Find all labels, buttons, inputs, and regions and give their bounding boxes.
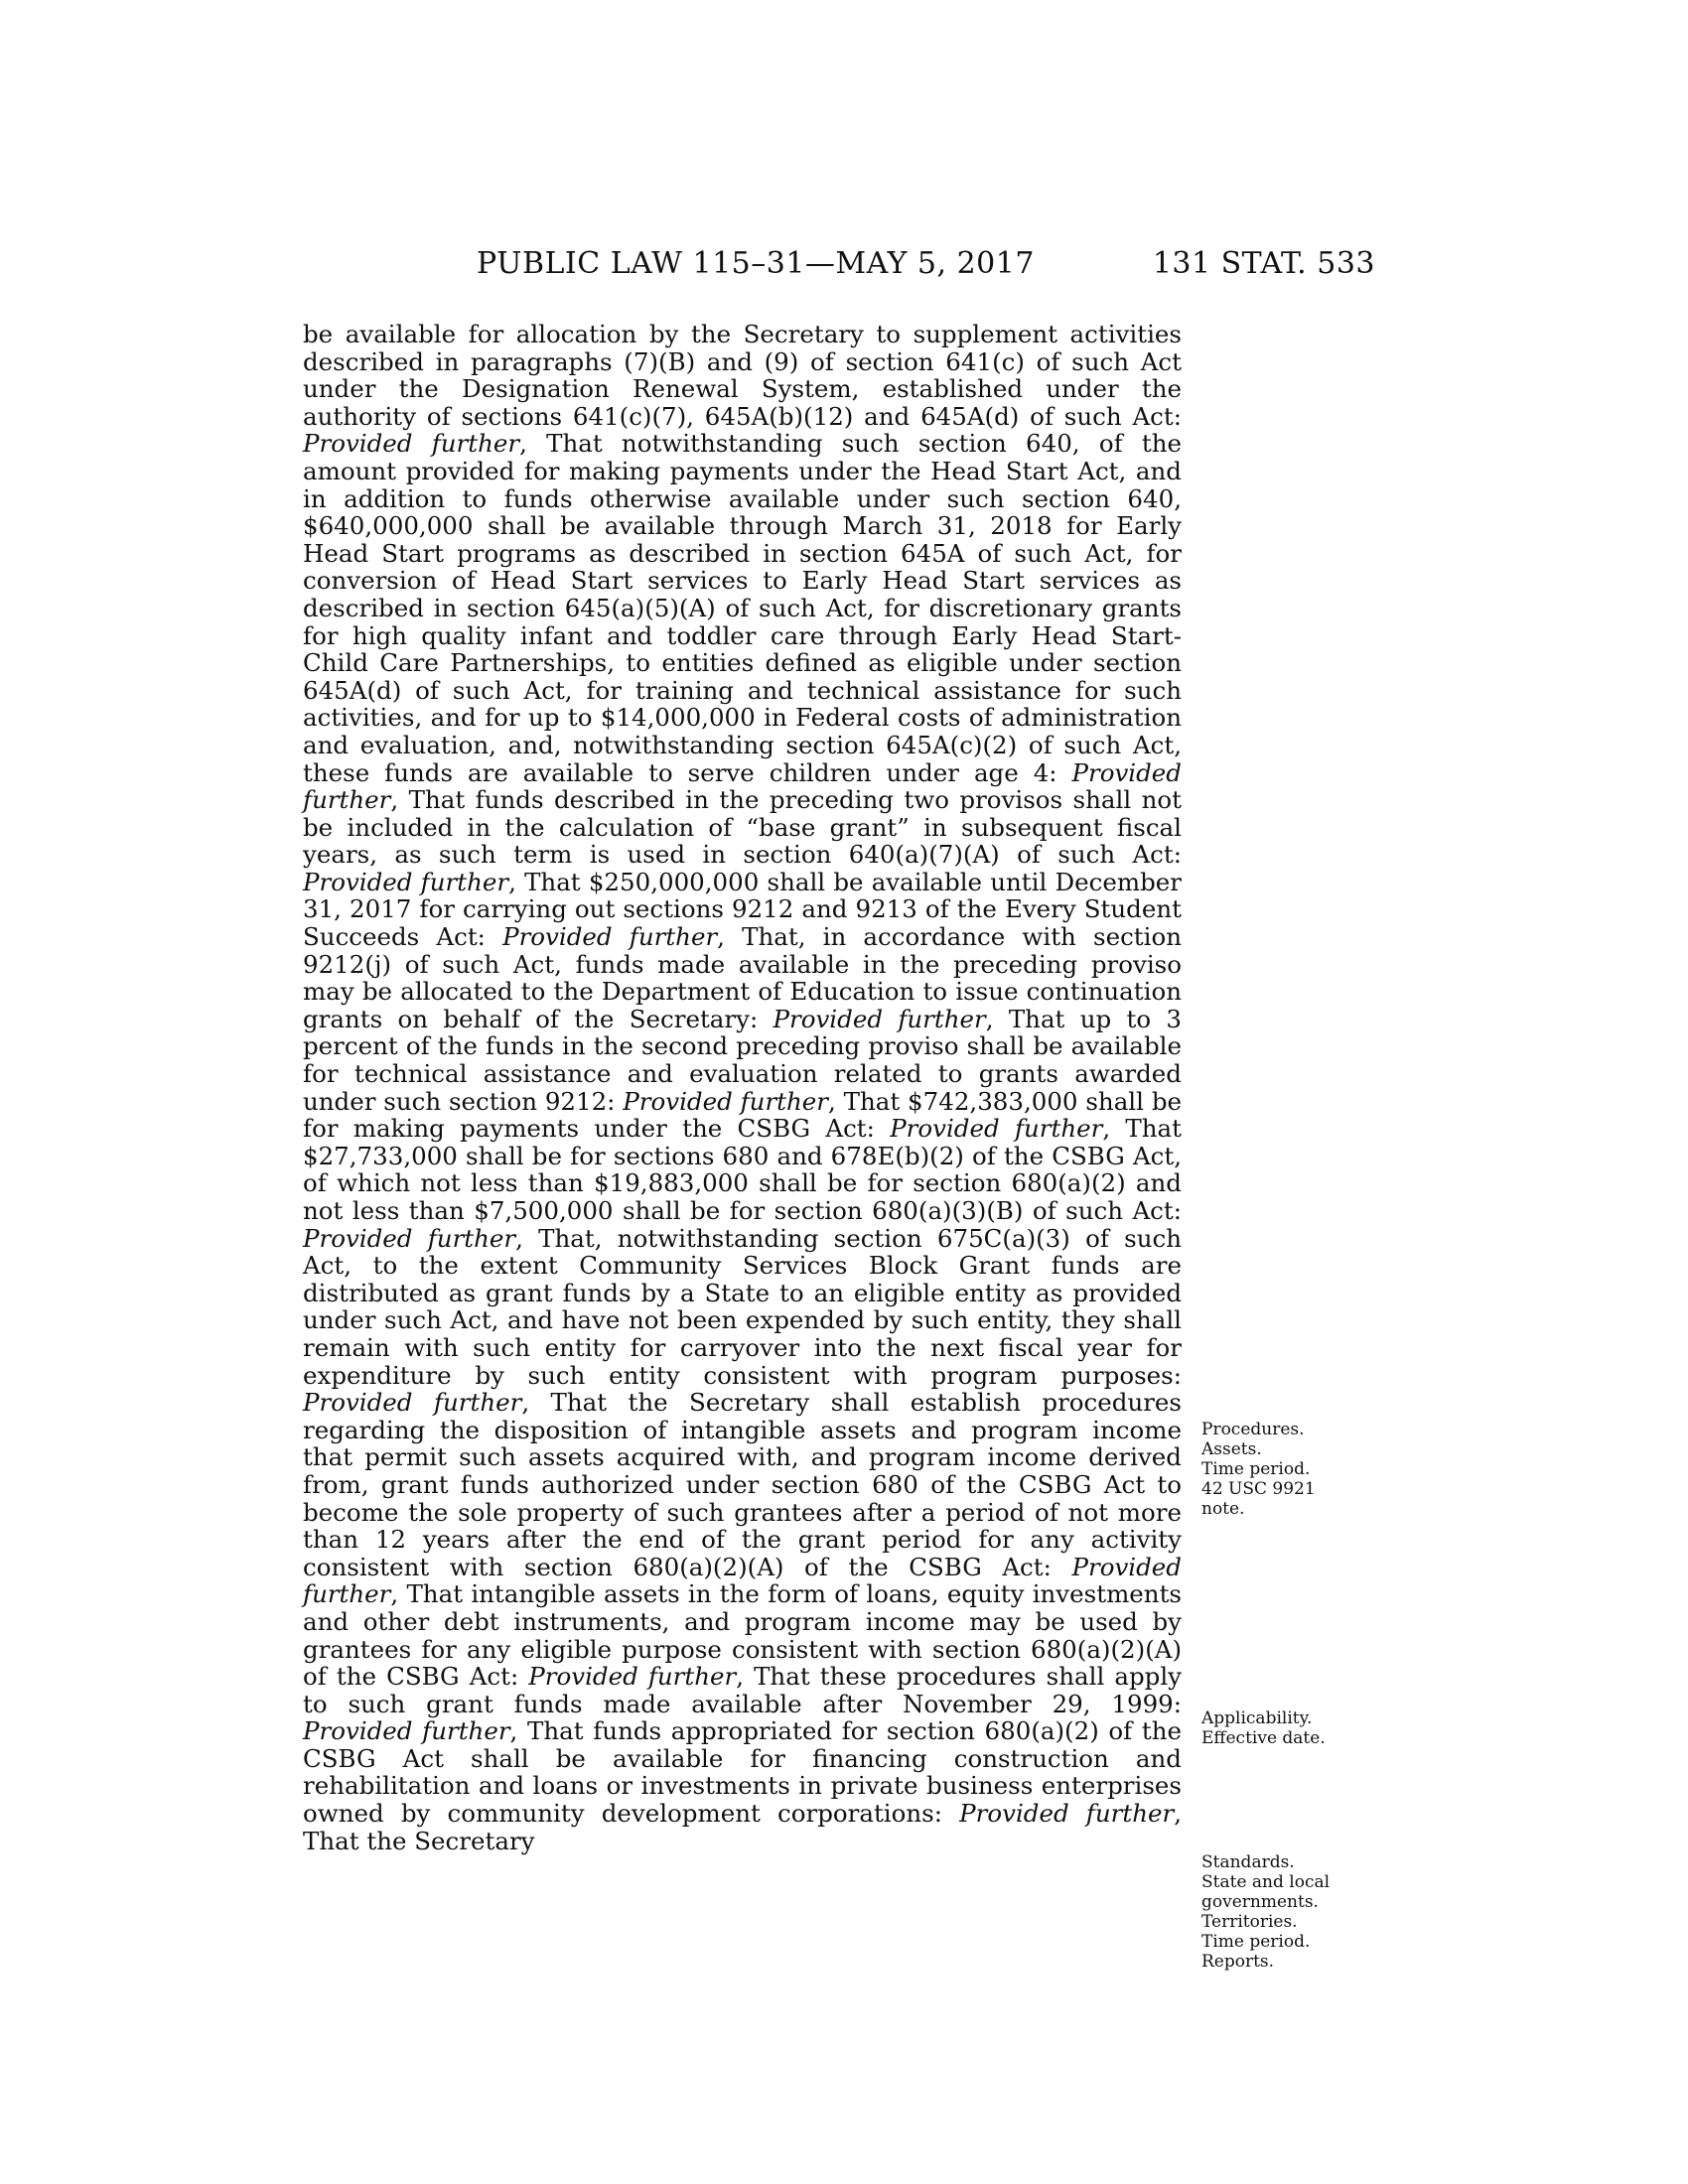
margin-note-line: Applicability. bbox=[1201, 1708, 1313, 1728]
proviso-phrase: Provided further bbox=[303, 1223, 516, 1253]
margin-note-line: governments. bbox=[1201, 1892, 1319, 1912]
margin-note-standards bbox=[1201, 1852, 1390, 1972]
margin-note-line: Territories. bbox=[1201, 1912, 1298, 1932]
margin-note-line: Reports. bbox=[1201, 1952, 1275, 1972]
body-segment: , That intangible assets in the form of loans, equity investments and other debt instruments, and program income may be used by grantees for any eligible purpose consistent with section 680(a)(2)(A) of the CSBG Act: bbox=[303, 1579, 1182, 1692]
statute-body-text bbox=[303, 321, 1182, 1854]
margin-note-line: State and local bbox=[1201, 1872, 1331, 1892]
body-segment: , That funds described in the preceding two provisos shall not be included in the calculation of “base grant” in subsequent fiscal years, as such term is used in section 640(a)(7)(A) of such Act: bbox=[303, 785, 1182, 870]
body-segment: , That these procedures shall apply to such grant funds made available after November 29, 1999: bbox=[303, 1662, 1183, 1718]
margin-note-line: note. bbox=[1201, 1499, 1245, 1519]
proviso-phrase: Provided further bbox=[773, 1004, 986, 1033]
proviso-phrase: Provided further bbox=[528, 1662, 737, 1692]
running-header bbox=[303, 246, 1375, 290]
proviso-phrase: Provided further bbox=[303, 429, 520, 459]
body-segment: , That the Secretary shall establish procedures regarding the disposition of intangible assets and program income that permit such assets acquired with, and program income derived from, grant funds authorized under section 680 of the CSBG Act to become the sole property of such grantees after a period of not more than 12 years after the end of the grant period for any activity consistent with section 680(a)(2)(A) of the CSBG Act: bbox=[303, 1388, 1183, 1581]
proviso-phrase: Provided further bbox=[890, 1114, 1103, 1144]
body-segment: , That, notwithstanding section 675C(a)(3) of such Act, to the extent Community Services Block Grant funds are distributed as grant funds by a State to an eligible entity as provided under such Act, and have not been expended by such entity, they shall remain with such entity for carryover into the next fiscal year for expenditure by such entity consistent with program purposes: bbox=[303, 1223, 1183, 1390]
margin-note-applicability bbox=[1201, 1708, 1390, 1748]
margin-note-procedures bbox=[1201, 1420, 1390, 1519]
proviso-phrase: Provided further bbox=[303, 757, 1182, 815]
body-segment: , That $27,733,000 shall be for sections 680 and 678E(b)(2) of the CSBG Act, of which not less than $19,883,000 shall be for section 680(a)(2) and not less than $7,500,000 shall be for section 680(a)(3)(B) of such Act: bbox=[303, 1114, 1182, 1225]
proviso-phrase: Provided further bbox=[502, 922, 718, 952]
proviso-phrase: Provided further bbox=[303, 867, 509, 896]
proviso-phrase: Provided further bbox=[303, 1388, 522, 1418]
margin-note-line: Assets. bbox=[1201, 1439, 1262, 1459]
body-segment: , That up to 3 percent of the funds in the second preceding proviso shall be available for technical assistance and evaluation related to grants awarded under such section 9212: bbox=[303, 1004, 1182, 1116]
margin-note-line: Time period. bbox=[1201, 1932, 1311, 1952]
body-segment: , That $742,383,000 shall be for making payments under the CSBG Act: bbox=[303, 1086, 1183, 1144]
body-segment: be available for allocation by the Secretary to supplement activities described in paragraphs (7)(B) and (9) of section 641(c) of such Act under the Designation Renewal System, established under the authority of sections 641(c)(7), 645A(b)(12) and 645A(d) of such Act: bbox=[303, 320, 1182, 431]
margin-note-line: Standards. bbox=[1201, 1852, 1295, 1872]
body-segment: , That funds appropriated for section 680(a)(2) of the CSBG Act shall be available for financing construction and rehabilitation and loans or investments in private business enterprises owned by community development corporations: bbox=[303, 1716, 1183, 1829]
margin-note-line: Procedures. bbox=[1201, 1420, 1305, 1439]
margin-note-line: Time period. bbox=[1201, 1459, 1311, 1479]
body-segment: , That, in accordance with section 9212(j) of such Act, funds made available in the preceding proviso may be allocated to the Department of Education to issue continuation grants on behalf of the Secretary: bbox=[303, 922, 1182, 1033]
margin-note-line: 42 USC 9921 bbox=[1201, 1479, 1316, 1499]
proviso-phrase: Provided further bbox=[303, 1552, 1182, 1609]
body-segment: , That notwithstanding such section 640, of the amount provided for making payments under the Head Start Act, and in addition to funds otherwise available under such section 640, $640,000,000 shall be available through March 31, 2018 for Early Head Start programs as described in section 645A of such Act, for conversion of Head Start services to Early Head Start services as described in section 645(a)(5)(A) of such Act, for discretionary grants for high quality infant and toddler care through Early Head Start-Child Care Partnerships, to entities defined as eligible under section 645A(d) of such Act, for training and technical assistance for such activities, and for up to $14,000,000 in Federal costs of administration and evaluation, and, notwithstanding section 645A(c)(2) of such Act, these funds are available to serve children under age 4: bbox=[303, 429, 1182, 787]
proviso-phrase: Provided further bbox=[303, 1716, 510, 1746]
proviso-phrase: Provided further bbox=[623, 1086, 829, 1116]
proviso-phrase: Provided further bbox=[959, 1799, 1175, 1829]
header-title: PUBLIC LAW 115–31—MAY 5, 2017 bbox=[477, 246, 1035, 281]
margin-note-line: Effective date. bbox=[1201, 1728, 1326, 1748]
header-page-number: 131 STAT. 533 bbox=[1152, 246, 1375, 281]
body-segment: , That $250,000,000 shall be available until December 31, 2017 for carrying out sections 9212 and 9213 of the Every Student Succeeds Act: bbox=[303, 867, 1183, 952]
body-segment: , That the Secretary bbox=[303, 1799, 1182, 1855]
